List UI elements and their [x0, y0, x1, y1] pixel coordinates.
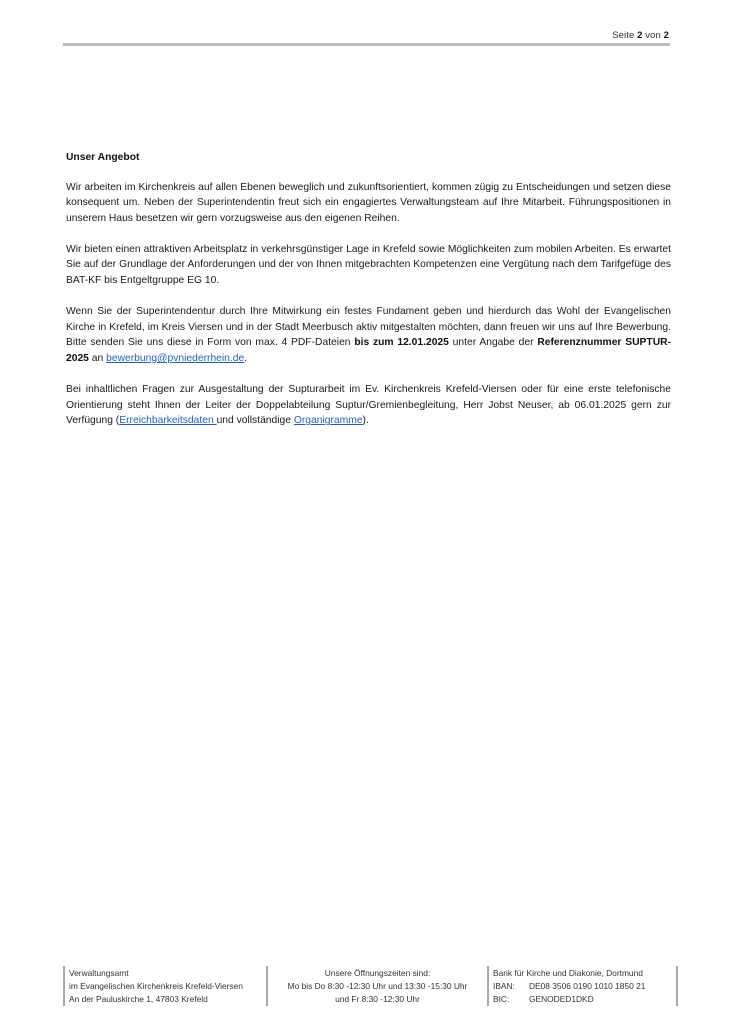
- reference-number: Referenznummer SUPTUR-2025: [66, 337, 671, 364]
- bank-name: Bank für Kirche und Diakonie, Dortmund: [493, 968, 643, 978]
- page-label: Seite: [612, 30, 635, 41]
- address-line-2: im Evangelischen Kirchenkreis Krefeld-Viersen: [69, 981, 243, 991]
- address-line-1: Verwaltungsamt: [69, 968, 129, 978]
- hours-line-2: Mo bis Do 8:30 -12:30 Uhr und 13:30 -15:30 Uhr: [287, 981, 468, 991]
- iban-row: IBAN: DE08 3506 0190 1010 1850 21: [493, 981, 646, 991]
- total-pages: 2: [663, 30, 669, 41]
- footer-opening-hours: [270, 966, 485, 1006]
- footer-divider: [676, 966, 678, 1006]
- of-label: von: [645, 30, 661, 41]
- header-rule: [63, 43, 670, 46]
- page-number: [612, 30, 669, 41]
- iban-value: DE08 3506 0190 1010 1850 21: [529, 981, 646, 991]
- application-deadline: bis zum 12.01.2025: [354, 337, 449, 349]
- paragraph-application: Wenn Sie der Superintendentur durch Ihre Mitwirkung ein festes Fundament geben und hierdurch das Wohl der Evangelischen Kirche in Krefeld, im Kreis Viersen und in der Stadt Meerbusch aktiv mitgestalten möchten, dann freuen wir uns auf Ihre Bewerbung. Bitte senden Sie uns diese in Form von max. 4 PDF-Dateien bis zum 12.01.2025 unter Angabe der Referenznummer SUPTUR-2025 an bewerbung@pvniederrhein.de.: [66, 306, 671, 364]
- bic-value: GENODED1DKD: [529, 994, 594, 1004]
- paragraph-offer: Wir bieten einen attraktiven Arbeitsplatz in verkehrsgünstiger Lage in Krefeld sowie Möglichkeiten zum mobilen Arbeiten. Es erwartet Sie auf der Grundlage der Anforderungen und der von Ihnen mitgebrachten Kompetenzen eine Vergütung nach dem Tarifgefüge des BAT-KF bis Entgeltgruppe EG 10.: [66, 243, 671, 287]
- page-footer: [63, 966, 679, 1006]
- footer-divider: [487, 966, 489, 1006]
- org-charts-link[interactable]: Organigramme: [293, 415, 363, 427]
- footer-address: [69, 966, 264, 1006]
- footer-divider: [266, 966, 268, 1006]
- page-header: [63, 28, 670, 46]
- section-title: Unser Angebot: [66, 152, 140, 163]
- paragraph-contact: Bei inhaltlichen Fragen zur Ausgestaltung der Supturarbeit im Ev. Kirchenkreis Krefeld-Viersen oder für eine erste telefonische Orientierung steht Ihnen der Leiter der Doppelabteilung Suptur/Gremienbegleitung, Herr Jobst Neuser, ab 06.01.2025 gern zur Verfügung (Erreichbarkeitsdaten und vollständige Organigramme).: [66, 384, 671, 427]
- current-page: 2: [637, 30, 643, 41]
- hours-line-1: Unsere Öffnungszeiten sind:: [324, 968, 431, 978]
- footer-bank: [493, 966, 673, 1006]
- email-link[interactable]: bewerbung@pvniederrhein.de: [106, 352, 245, 364]
- hours-line-3: und Fr 8:30 -12:30 Uhr: [335, 994, 420, 1004]
- page-content: [66, 150, 671, 444]
- availability-link[interactable]: Erreichbarkeitsdaten: [119, 415, 217, 427]
- address-line-3: An der Pauluskirche 1, 47803 Krefeld: [69, 994, 208, 1004]
- paragraph-workplace: Wir arbeiten im Kirchenkreis auf allen Ebenen beweglich und zukunftsorientiert, kommen zügig zu Entscheidungen und setzen diese konsequent um. Neben der Superintendentin freut sich ein engagiertes Verwaltungsteam auf Ihre Mitarbeit. Führungspositionen in unserem Haus besetzen wir gern vorzugsweise aus den eigenen Reihen.: [66, 181, 671, 224]
- bic-row: BIC: GENODED1DKD: [493, 994, 594, 1004]
- footer-divider: [63, 966, 65, 1006]
